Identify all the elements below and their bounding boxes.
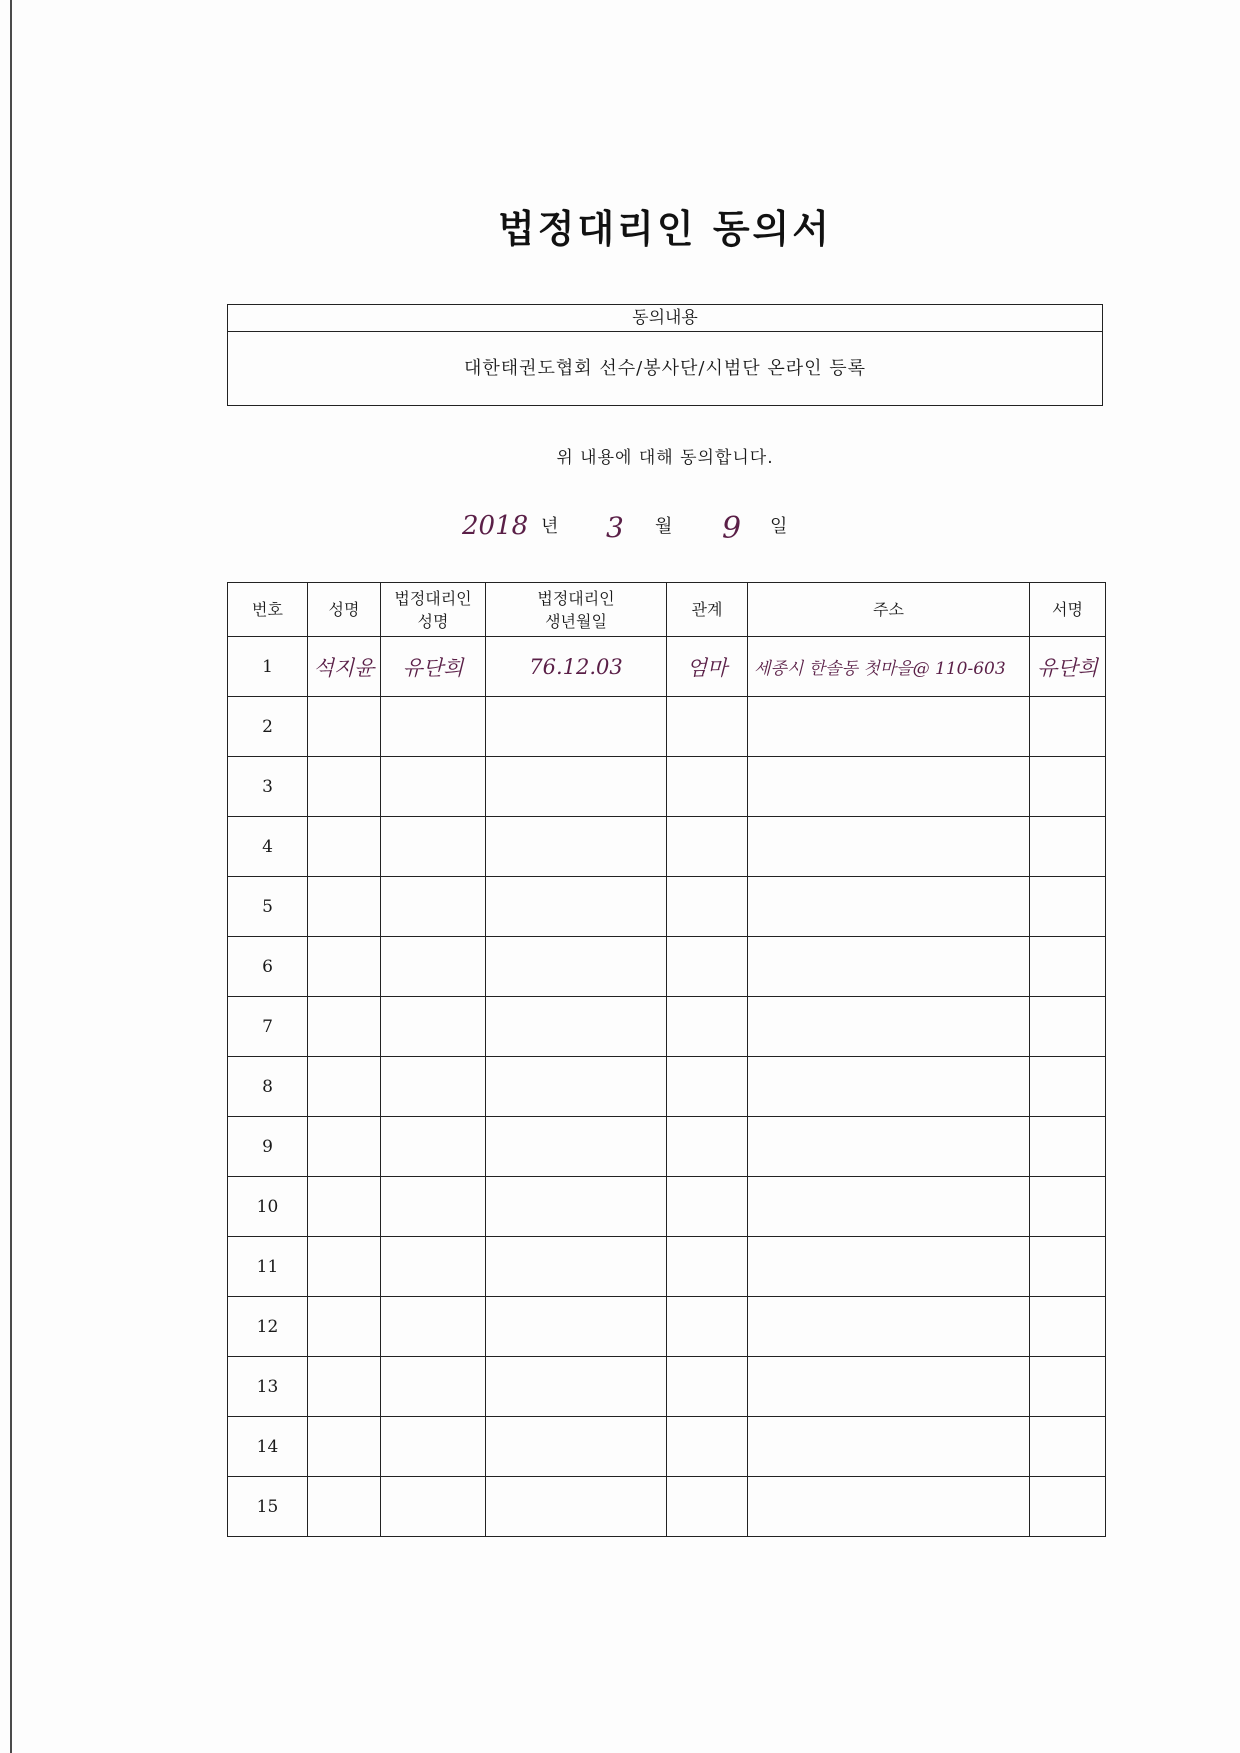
cell-signature bbox=[1030, 1297, 1106, 1357]
cell-guardian-name bbox=[381, 1297, 486, 1357]
cell-guardian-name bbox=[381, 757, 486, 817]
table-row bbox=[228, 1237, 1106, 1297]
cell-signature: 유단희 bbox=[1030, 637, 1106, 697]
cell-name bbox=[308, 1177, 381, 1237]
cell-name bbox=[308, 937, 381, 997]
cell-address bbox=[748, 1057, 1030, 1117]
cell-signature bbox=[1030, 937, 1106, 997]
table-row bbox=[228, 817, 1106, 877]
cell-number: 6 bbox=[228, 937, 308, 997]
cell-address bbox=[748, 937, 1030, 997]
header-guardian-birth-line2: 생년월일 bbox=[545, 611, 607, 631]
table-row bbox=[228, 1117, 1106, 1177]
cell-name bbox=[308, 1477, 381, 1537]
cell-number: 12 bbox=[228, 1297, 308, 1357]
header-name: 성명 bbox=[308, 583, 381, 637]
cell-guardian-name bbox=[381, 817, 486, 877]
header-guardian-birth bbox=[486, 583, 667, 637]
cell-number: 10 bbox=[228, 1177, 308, 1237]
table-row bbox=[228, 937, 1106, 997]
header-number: 번호 bbox=[228, 583, 308, 637]
cell-guardian-birth bbox=[486, 757, 667, 817]
date-month-handwritten: 3 bbox=[606, 511, 624, 544]
cell-guardian-name bbox=[381, 1477, 486, 1537]
cell-signature bbox=[1030, 1357, 1106, 1417]
cell-address bbox=[748, 1237, 1030, 1297]
cell-relation bbox=[667, 1057, 748, 1117]
cell-signature bbox=[1030, 1237, 1106, 1297]
cell-name bbox=[308, 1297, 381, 1357]
cell-address bbox=[748, 1177, 1030, 1237]
cell-name bbox=[308, 697, 381, 757]
cell-guardian-name bbox=[381, 877, 486, 937]
cell-relation bbox=[667, 877, 748, 937]
table-row bbox=[228, 1297, 1106, 1357]
cell-address bbox=[748, 997, 1030, 1057]
consent-content-box bbox=[227, 304, 1103, 406]
cell-address bbox=[748, 697, 1030, 757]
date-month-unit: 월 bbox=[655, 516, 673, 537]
cell-number: 13 bbox=[228, 1357, 308, 1417]
date-year-unit: 년 bbox=[541, 516, 559, 537]
cell-address bbox=[748, 757, 1030, 817]
cell-relation: 엄마 bbox=[667, 637, 748, 697]
cell-guardian-name bbox=[381, 937, 486, 997]
cell-number: 14 bbox=[228, 1417, 308, 1477]
cell-number: 11 bbox=[228, 1237, 308, 1297]
cell-relation bbox=[667, 697, 748, 757]
table-row bbox=[228, 997, 1106, 1057]
cell-signature bbox=[1030, 1177, 1106, 1237]
table-body bbox=[228, 637, 1106, 1537]
cell-signature bbox=[1030, 697, 1106, 757]
cell-guardian-birth bbox=[486, 697, 667, 757]
cell-guardian-name bbox=[381, 1357, 486, 1417]
table-row bbox=[228, 1357, 1106, 1417]
date-day-unit: 일 bbox=[770, 516, 788, 537]
table-row bbox=[228, 697, 1106, 757]
cell-guardian-birth bbox=[486, 1177, 667, 1237]
cell-guardian-name bbox=[381, 997, 486, 1057]
cell-relation bbox=[667, 1477, 748, 1537]
cell-guardian-birth bbox=[486, 997, 667, 1057]
cell-name bbox=[308, 877, 381, 937]
cell-number: 4 bbox=[228, 817, 308, 877]
header-guardian-birth-line1: 법정대리인 bbox=[537, 588, 615, 608]
cell-guardian-name bbox=[381, 1117, 486, 1177]
table-row bbox=[228, 1057, 1106, 1117]
date-day-handwritten: 9 bbox=[722, 511, 742, 546]
cell-name bbox=[308, 1117, 381, 1177]
cell-guardian-birth bbox=[486, 1297, 667, 1357]
cell-signature bbox=[1030, 817, 1106, 877]
consent-box-body: 대한태권도협회 선수/봉사단/시범단 온라인 등록 bbox=[463, 358, 867, 379]
cell-guardian-birth bbox=[486, 1417, 667, 1477]
cell-name bbox=[308, 757, 381, 817]
cell-address bbox=[748, 877, 1030, 937]
table-row bbox=[228, 1417, 1106, 1477]
document-title: 법정대리인 동의서 bbox=[498, 207, 832, 251]
cell-guardian-birth bbox=[486, 817, 667, 877]
cell-guardian-birth bbox=[486, 1357, 667, 1417]
cell-name bbox=[308, 817, 381, 877]
cell-guardian-birth bbox=[486, 1237, 667, 1297]
cell-number: 5 bbox=[228, 877, 308, 937]
cell-guardian-name bbox=[381, 1237, 486, 1297]
header-address: 주소 bbox=[748, 583, 1030, 637]
cell-relation bbox=[667, 757, 748, 817]
cell-number: 9 bbox=[228, 1117, 308, 1177]
agreement-statement: 위 내용에 대해 동의합니다. bbox=[556, 448, 774, 468]
header-relation: 관계 bbox=[667, 583, 748, 637]
cell-relation bbox=[667, 1417, 748, 1477]
header-guardian-name-line1: 법정대리인 bbox=[394, 588, 472, 608]
cell-signature bbox=[1030, 757, 1106, 817]
cell-relation bbox=[667, 1237, 748, 1297]
cell-address bbox=[748, 1117, 1030, 1177]
cell-signature bbox=[1030, 997, 1106, 1057]
cell-relation bbox=[667, 1117, 748, 1177]
cell-signature bbox=[1030, 1417, 1106, 1477]
cell-signature bbox=[1030, 877, 1106, 937]
guardian-consent-table bbox=[227, 582, 1106, 1537]
cell-number: 8 bbox=[228, 1057, 308, 1117]
cell-number: 15 bbox=[228, 1477, 308, 1537]
cell-number: 3 bbox=[228, 757, 308, 817]
cell-signature bbox=[1030, 1117, 1106, 1177]
table-row bbox=[228, 1177, 1106, 1237]
cell-relation bbox=[667, 937, 748, 997]
scan-edge-line bbox=[10, 0, 12, 1753]
cell-address bbox=[748, 1417, 1030, 1477]
cell-name bbox=[308, 997, 381, 1057]
header-signature: 서명 bbox=[1030, 583, 1106, 637]
cell-name bbox=[308, 1057, 381, 1117]
cell-relation bbox=[667, 817, 748, 877]
cell-guardian-birth bbox=[486, 1477, 667, 1537]
cell-signature bbox=[1030, 1477, 1106, 1537]
cell-address bbox=[748, 817, 1030, 877]
date-year-handwritten: 2018 bbox=[462, 511, 529, 541]
consent-box-header: 동의내용 bbox=[228, 305, 1102, 332]
cell-guardian-birth bbox=[486, 1057, 667, 1117]
cell-relation bbox=[667, 1177, 748, 1237]
cell-guardian-name: 유단희 bbox=[381, 637, 486, 697]
cell-name bbox=[308, 1417, 381, 1477]
cell-address: 세종시 한솔동 첫마을@ 110-603 bbox=[748, 637, 1030, 697]
cell-number: 1 bbox=[228, 637, 308, 697]
cell-guardian-birth bbox=[486, 877, 667, 937]
cell-guardian-name bbox=[381, 697, 486, 757]
cell-guardian-name bbox=[381, 1177, 486, 1237]
cell-number: 7 bbox=[228, 997, 308, 1057]
cell-address bbox=[748, 1357, 1030, 1417]
cell-signature bbox=[1030, 1057, 1106, 1117]
cell-number: 2 bbox=[228, 697, 308, 757]
table-row bbox=[228, 877, 1106, 937]
cell-name: 석지윤 bbox=[308, 637, 381, 697]
cell-relation bbox=[667, 997, 748, 1057]
cell-guardian-birth bbox=[486, 1117, 667, 1177]
cell-relation bbox=[667, 1357, 748, 1417]
cell-address bbox=[748, 1477, 1030, 1537]
cell-guardian-name bbox=[381, 1057, 486, 1117]
table-row bbox=[228, 637, 1106, 697]
table-row bbox=[228, 1477, 1106, 1537]
cell-name bbox=[308, 1237, 381, 1297]
cell-guardian-name bbox=[381, 1417, 486, 1477]
table-row bbox=[228, 757, 1106, 817]
cell-guardian-birth: 76.12.03 bbox=[486, 637, 667, 697]
header-guardian-name bbox=[381, 583, 486, 637]
cell-guardian-birth bbox=[486, 937, 667, 997]
table-header-row bbox=[228, 583, 1106, 637]
header-guardian-name-line2: 성명 bbox=[417, 611, 449, 631]
cell-relation bbox=[667, 1297, 748, 1357]
cell-address bbox=[748, 1297, 1030, 1357]
cell-name bbox=[308, 1357, 381, 1417]
